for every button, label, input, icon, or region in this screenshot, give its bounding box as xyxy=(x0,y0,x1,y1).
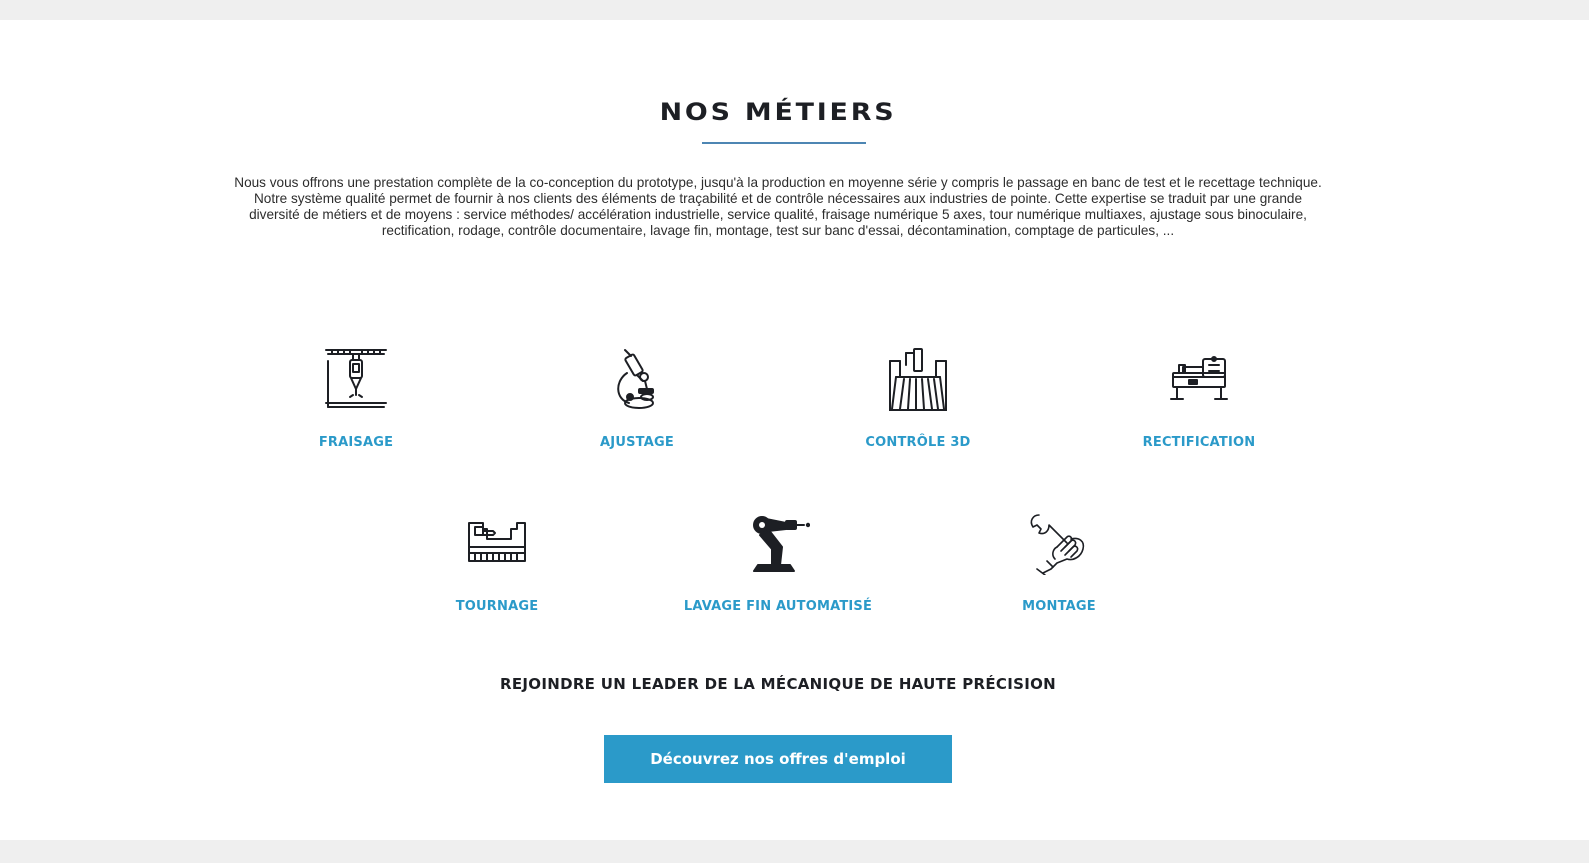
join-title: REJOINDRE UN LEADER DE LA MÉCANIQUE DE HAUTE PRÉCISION xyxy=(500,675,1056,693)
job-offers-button[interactable]: Découvrez nos offres d'emploi xyxy=(604,735,952,783)
laser-cutter-icon xyxy=(324,347,388,411)
job-label: RECTIFICATION xyxy=(1142,435,1256,450)
milling-table-icon xyxy=(465,511,529,575)
scrollbar-gutter xyxy=(1568,20,1589,840)
microscope-icon xyxy=(605,347,669,411)
job-label: CONTRÔLE 3D xyxy=(865,435,971,450)
cnc-machine-icon xyxy=(886,347,950,411)
job-label: FRAISAGE xyxy=(318,435,394,450)
job-label: MONTAGE xyxy=(1022,599,1096,614)
job-label: TOURNAGE xyxy=(455,599,539,614)
hand-wrench-icon xyxy=(1027,511,1091,575)
title-underline xyxy=(702,142,866,144)
section-title: NOS MÉTIERS xyxy=(659,98,897,126)
job-label: AJUSTAGE xyxy=(600,435,674,450)
lathe-machine-icon xyxy=(1167,347,1231,411)
robot-arm-icon xyxy=(746,511,810,575)
job-label: LAVAGE FIN AUTOMATISÉ xyxy=(683,599,873,614)
intro-paragraph: Nous vous offrons une prestation complète de la co-conception du prototype, jusqu'à la production en moyenne série y compris le passage en banc de test et le recettage technique. Notre système qualité permet de fournir à nos clients des éléments de traçabilité et de contrôle nécessaires aux industries de pointe. Cette expertise se traduit par une grande diversité de métiers et de moyens : service méthodes/ accélération industrielle, service qualité, fraisage numérique 5 axes, tour numérique multiaxes, ajustage sous binoculaire, rectification, rodage, contrôle documentaire, lavage fin, montage, test sur banc d'essai, décontamination, comptage de particules, ... xyxy=(234,175,1322,238)
